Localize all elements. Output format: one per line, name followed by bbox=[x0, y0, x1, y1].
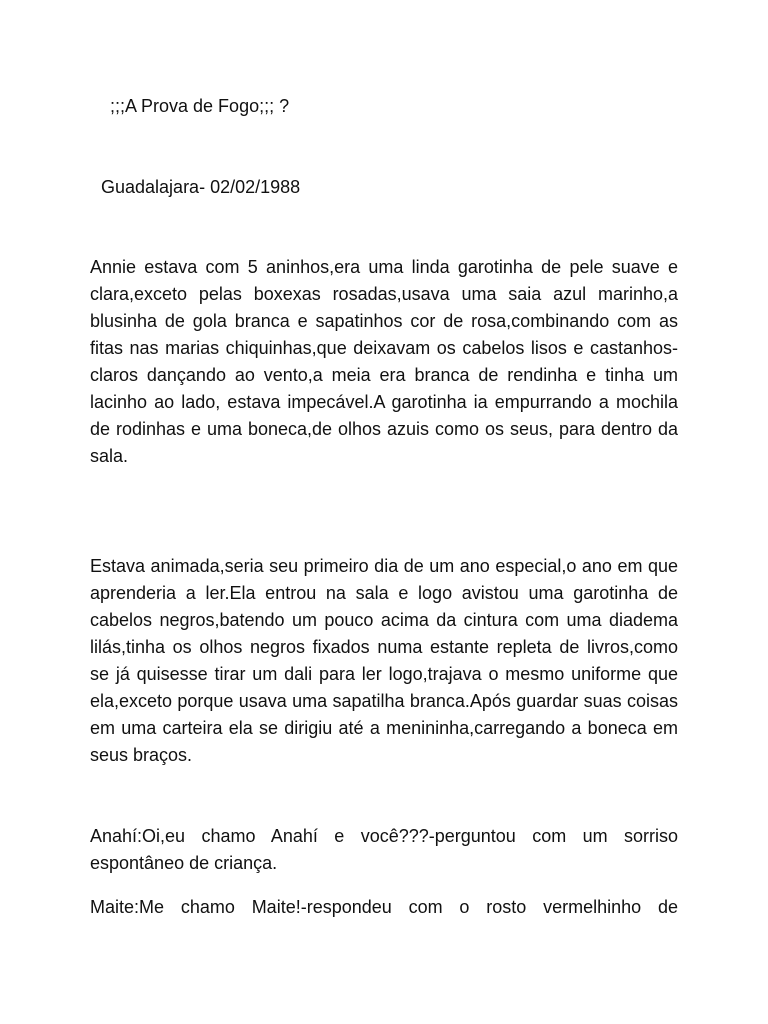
paragraph-2: Estava animada,seria seu primeiro dia de um ano especial,o ano em que aprenderia a ler.Ela entrou na sala e logo avistou uma garotinha de cabelos negros,batendo um pouco acima da cintura com uma diadema lilás,tinha os olhos negros fixados numa estante repleta de livros,como se já quisesse tirar um dali para ler logo,trajava o mesmo uniforme que ela,exceto porque usava uma sapatilha branca.Após guardar suas coisas em uma carteira ela se dirigiu até a menininha,carregando a boneca em seus braços. bbox=[90, 556, 678, 765]
paragraph-1: Annie estava com 5 aninhos,era uma linda garotinha de pele suave e clara,exceto pelas boxexas rosadas,usava uma saia azul marinho,a blusinha de gola branca e sapatinhos cor de rosa,combinando com as fitas nas marias chiquinhas,que deixavam os cabelos lisos e castanhos-claros dançando ao vento,a meia era branca de rendinha e tinha um lacinho ao lado, estava impecável.A garotinha ia empurrando a mochila de rodinhas e uma boneca,de olhos azuis como os seus, para dentro da sala. bbox=[90, 257, 678, 466]
place-date: Guadalajara- 02/02/1988 bbox=[101, 177, 301, 197]
paragraph-3: Anahí:Oi,eu chamo Anahí e você???-perguntou com um sorriso espontâneo de criança. bbox=[90, 826, 678, 873]
paragraph-4: Maite:Me chamo Maite!-respondeu com o rosto vermelhinho de bbox=[90, 897, 678, 917]
document-title: ;;;A Prova de Fogo;;; ? bbox=[110, 96, 290, 116]
